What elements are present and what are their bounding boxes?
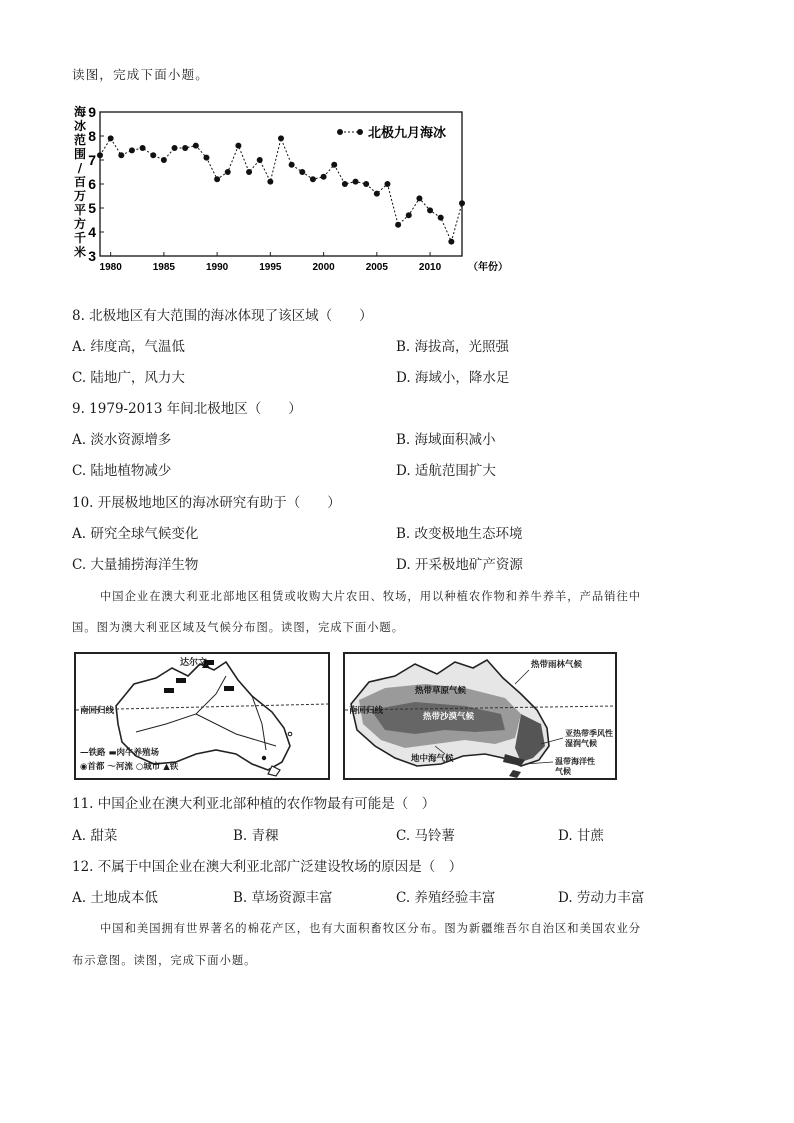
savanna-label: 热带草原气候 — [415, 686, 467, 696]
q11-option-c[interactable]: C. 马铃薯 — [396, 828, 455, 844]
y-axis-label-char: 百 — [73, 175, 87, 189]
y-tick-label: 5 — [88, 200, 96, 216]
q12-option-a[interactable]: A. 土地成本低 — [72, 890, 158, 906]
sea-ice-data-point — [193, 143, 199, 149]
sea-ice-chart-svg — [72, 104, 508, 288]
cattle-ranch-marker-3 — [224, 686, 234, 691]
sea-ice-data-point — [374, 191, 380, 197]
australia-climate-map — [343, 652, 617, 780]
oceanic-label: 温带海洋性气候 — [555, 756, 595, 776]
y-axis-label-char: 米 — [73, 245, 87, 259]
desert-label: 热带沙漠气候 — [423, 712, 475, 722]
q11-option-a[interactable]: A. 甜菜 — [72, 828, 118, 844]
q9-option-d[interactable]: D. 适航范围扩大 — [396, 463, 496, 479]
sea-ice-data-point — [353, 179, 359, 185]
darwin-label: 达尔文 — [180, 658, 208, 668]
q9-option-c[interactable]: C. 陆地植物减少 — [72, 463, 172, 479]
y-axis-label-char: 平 — [73, 203, 87, 217]
cattle-ranch-marker-4 — [164, 688, 174, 693]
intro-text-3-line-1: 中国和美国拥有世界著名的棉花产区，也有大面积畜牧区分布。图为新疆维吾尔自治区和美国农业分 — [100, 922, 642, 935]
intro-text-2-line-2: 国。图为澳大利亚区域及气候分布图。读图，完成下面小题。 — [72, 621, 405, 634]
sea-ice-data-point — [278, 135, 284, 141]
q10-option-a[interactable]: A. 研究全球气候变化 — [72, 526, 199, 542]
q10-stem: 10. 开展极地地区的海冰研究有助于（ ） — [72, 495, 341, 511]
x-tick-label: 2005 — [365, 262, 388, 273]
x-tick-label: 1995 — [259, 262, 282, 273]
q11-stem: 11. 中国企业在澳大利亚北部种植的农作物最有可能是（ ） — [72, 796, 436, 812]
legend-point-1 — [337, 129, 343, 135]
sea-ice-data-point — [267, 179, 273, 185]
y-axis-label-char: 千 — [73, 231, 87, 245]
q10-option-b[interactable]: B. 改变极地生态环境 — [396, 526, 523, 542]
map1-tropic-label: 南回归线 — [80, 706, 115, 716]
sea-ice-data-point — [459, 200, 465, 206]
sea-ice-data-point — [416, 195, 422, 201]
intro-text-1: 读图，完成下面小题。 — [72, 67, 210, 82]
legend-point-2 — [357, 129, 363, 135]
q9-option-b[interactable]: B. 海域面积减小 — [396, 432, 496, 448]
q8-option-b[interactable]: B. 海拔高，光照强 — [396, 339, 510, 355]
legend-label: 北极九月海冰 — [368, 126, 447, 141]
rainforest-pointer — [515, 670, 529, 684]
map2-tropic-label: 南回归线 — [349, 706, 384, 716]
sea-ice-data-point — [108, 135, 114, 141]
capital-marker — [262, 756, 266, 760]
x-tick-label: 2000 — [312, 262, 335, 273]
sea-ice-data-point — [246, 169, 252, 175]
city-marker — [288, 732, 292, 736]
y-axis-label-char: 冰 — [73, 119, 87, 133]
mediterranean-label: 地中海气候 — [411, 754, 454, 764]
q9-option-a[interactable]: A. 淡水资源增多 — [72, 432, 172, 448]
q8-option-d[interactable]: D. 海域小，降水足 — [396, 370, 510, 386]
rainforest-label: 热带雨林气候 — [531, 660, 583, 670]
y-axis-label-char: 范 — [73, 133, 87, 147]
sea-ice-data-point — [161, 157, 167, 163]
q12-option-d[interactable]: D. 劳动力丰富 — [558, 890, 645, 906]
sea-ice-data-point — [395, 222, 401, 228]
sea-ice-data-point — [225, 169, 231, 175]
sea-ice-data-point — [257, 157, 263, 163]
x-tick-label: 1990 — [205, 262, 229, 273]
y-tick-label: 7 — [88, 152, 96, 168]
y-axis-label-char: / — [77, 161, 83, 175]
sea-ice-data-point — [140, 145, 146, 151]
australia-resource-map — [74, 652, 330, 780]
q12-option-b[interactable]: B. 草场资源丰富 — [233, 890, 333, 906]
climate-tasmania — [509, 770, 521, 778]
sea-ice-data-point — [321, 174, 327, 180]
sea-ice-data-point — [172, 145, 178, 151]
sea-ice-data-point — [384, 181, 390, 187]
sea-ice-data-point — [363, 181, 369, 187]
x-axis-label: （年份） — [468, 262, 508, 273]
subtropical-label: 亚热带季风性湿润气候 — [565, 728, 613, 748]
q8-option-c[interactable]: C. 陆地广，风力大 — [72, 370, 185, 386]
sea-ice-data-point — [118, 152, 124, 158]
x-tick-label: 1980 — [99, 262, 122, 273]
y-axis-label-char: 围 — [73, 147, 87, 161]
q8-option-a[interactable]: A. 纬度高，气温低 — [72, 339, 185, 355]
sea-ice-data-point — [235, 143, 241, 149]
sea-ice-data-point — [310, 176, 316, 182]
map1-legend-row-1: —铁路 ▬肉牛养殖场 — [80, 748, 159, 758]
q12-stem: 12. 不属于中国企业在澳大利亚北部广泛建设牧场的原因是（ ） — [72, 859, 463, 875]
sea-ice-data-point — [438, 215, 444, 221]
x-tick-label: 1985 — [152, 262, 176, 273]
y-tick-label: 8 — [88, 128, 96, 144]
intro-text-3-line-2: 布示意图。读图，完成下面小题。 — [72, 954, 257, 967]
sea-ice-data-point — [182, 145, 188, 151]
sea-ice-data-point — [97, 152, 103, 158]
sea-ice-data-point — [289, 162, 295, 168]
y-tick-label: 3 — [88, 248, 96, 264]
sea-ice-data-point — [331, 162, 337, 168]
sea-ice-data-point — [342, 181, 348, 187]
q12-option-c[interactable]: C. 养殖经验丰富 — [396, 890, 496, 906]
x-tick-label: 2010 — [418, 262, 442, 273]
sea-ice-data-point — [448, 239, 454, 245]
y-tick-label: 9 — [88, 104, 96, 120]
q9-stem: 9. 1979-2013 年间北极地区（ ） — [72, 401, 302, 417]
q11-option-b[interactable]: B. 青稞 — [233, 828, 279, 844]
q11-option-d[interactable]: D. 甘蔗 — [558, 828, 604, 844]
sea-ice-chart — [72, 104, 508, 288]
sea-ice-data-point — [299, 169, 305, 175]
sea-ice-data-point — [427, 207, 433, 213]
sea-ice-data-point — [214, 176, 220, 182]
y-tick-label: 4 — [88, 224, 96, 240]
y-axis-label-char: 万 — [73, 189, 87, 203]
intro-text-2-line-1: 中国企业在澳大利亚北部地区租赁或收购大片农田、牧场，用以种植农作物和养牛养羊，产品销往中 — [100, 590, 642, 603]
q8-stem: 8. 北极地区有大范围的海冰体现了该区域（ ） — [72, 308, 373, 324]
y-axis-label-char: 海 — [73, 105, 87, 119]
map1-legend-row-2: ◉首都 ～河流 ○城市 ▲铁 — [80, 762, 179, 772]
y-axis-label-char: 方 — [73, 217, 87, 231]
q10-option-d[interactable]: D. 开采极地矿产资源 — [396, 557, 523, 573]
cattle-ranch-marker-2 — [176, 678, 186, 683]
y-tick-label: 6 — [88, 176, 96, 192]
sea-ice-data-point — [406, 212, 412, 218]
sea-ice-data-point — [203, 155, 209, 161]
sea-ice-data-point — [129, 147, 135, 153]
sea-ice-data-point — [150, 152, 156, 158]
q10-option-c[interactable]: C. 大量捕捞海洋生物 — [72, 557, 199, 573]
